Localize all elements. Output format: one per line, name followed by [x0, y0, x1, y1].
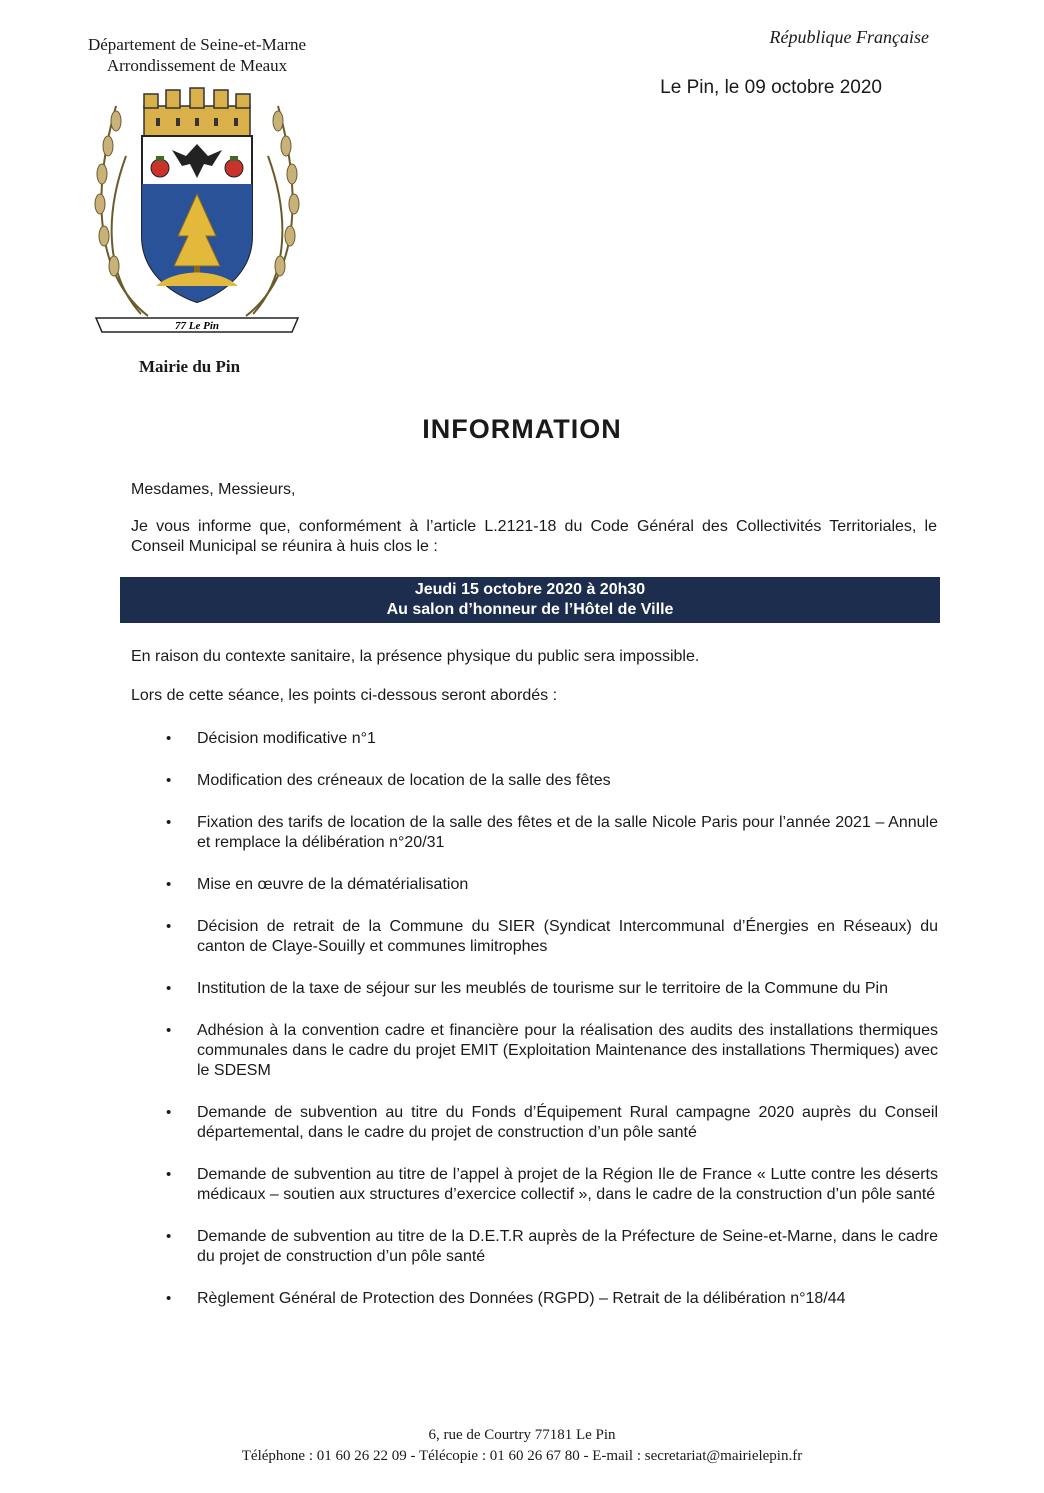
agenda-item: • Décision de retrait de la Commune du SIER (Syndicat Intercommunal d’Énergies en Réseaux) du canton de Claye-Souilly et communes limitrophes — [163, 917, 938, 957]
agenda-item: • Mise en œuvre de la dématérialisation — [163, 875, 938, 895]
footer-address: 6, rue de Courtry 77181 Le Pin — [428, 1427, 616, 1443]
agenda-item: • Adhésion à la convention cadre et financière pour la réalisation des audits des installations thermiques communales dans le cadre du projet EMIT (Exploitation Maintenance des installations Thermiques) avec le SDESM — [163, 1021, 938, 1081]
town-crest-logo — [86, 86, 308, 338]
mairie-label: Mairie du Pin — [139, 357, 241, 376]
agenda-item: • Modification des créneaux de location de la salle des fêtes — [163, 771, 938, 791]
dateline: Le Pin, le 09 octobre 2020 — [660, 77, 882, 98]
department-line: Département de Seine-et-Marne — [87, 35, 307, 54]
sanitary-note: En raison du contexte sanitaire, la présence physique du public sera impossible. — [131, 648, 700, 665]
footer-contact: Téléphone : 01 60 26 22 09 - Télécopie : 01 60 26 67 80 - E-mail : secretariat@mairielepin.fr — [241, 1448, 803, 1464]
agenda-intro: Lors de cette séance, les points ci-dessous seront abordés : — [131, 687, 558, 704]
meeting-date: Jeudi 15 octobre 2020 à 20h30 — [414, 581, 646, 598]
agenda-item: • Règlement Général de Protection des Données (RGPD) – Retrait de la délibération n°18/44 — [163, 1289, 938, 1309]
crest-caption: 77 Le Pin — [175, 320, 219, 332]
agenda-item: • Décision modificative n°1 — [163, 729, 938, 749]
meeting-location: Au salon d’honneur de l’Hôtel de Ville — [386, 601, 674, 618]
footer — [0, 1425, 1044, 1467]
page-title: INFORMATION — [422, 414, 622, 444]
agenda-item: • Institution de la taxe de séjour sur les meublés de tourisme sur le territoire de la Commune du Pin — [163, 979, 938, 999]
greeting: Mesdames, Messieurs, — [131, 481, 296, 498]
department-heading — [44, 34, 350, 76]
agenda-item: • Demande de subvention au titre du Fonds d’Équipement Rural campagne 2020 auprès du Conseil départemental, dans le cadre du projet de construction d’un pôle santé — [163, 1103, 938, 1143]
arrondissement-line: Arrondissement de Meaux — [106, 56, 288, 75]
meeting-banner — [120, 577, 940, 623]
agenda-list — [163, 729, 938, 1331]
agenda-item: • Demande de subvention au titre de l’appel à projet de la Région Ile de France « Lutte contre les déserts médicaux – soutien aux structures d’exercice collectif », dans le cadre de la construction d’un pôle santé — [163, 1165, 938, 1205]
intro-paragraph: Je vous informe que, conformément à l’article L.2121-18 du Code Général des Collectivités Territoriales, le Conseil Municipal se réunira à huis clos le : — [131, 518, 937, 555]
agenda-item: • Fixation des tarifs de location de la salle des fêtes et de la salle Nicole Paris pour l’année 2021 – Annule et remplace la délibération n°20/31 — [163, 813, 938, 853]
agenda-item: • Demande de subvention au titre de la D.E.T.R auprès de la Préfecture de Seine-et-Marne, dans le cadre du projet de construction d’un pôle santé — [163, 1227, 938, 1267]
republic-label: République Française — [769, 27, 929, 47]
